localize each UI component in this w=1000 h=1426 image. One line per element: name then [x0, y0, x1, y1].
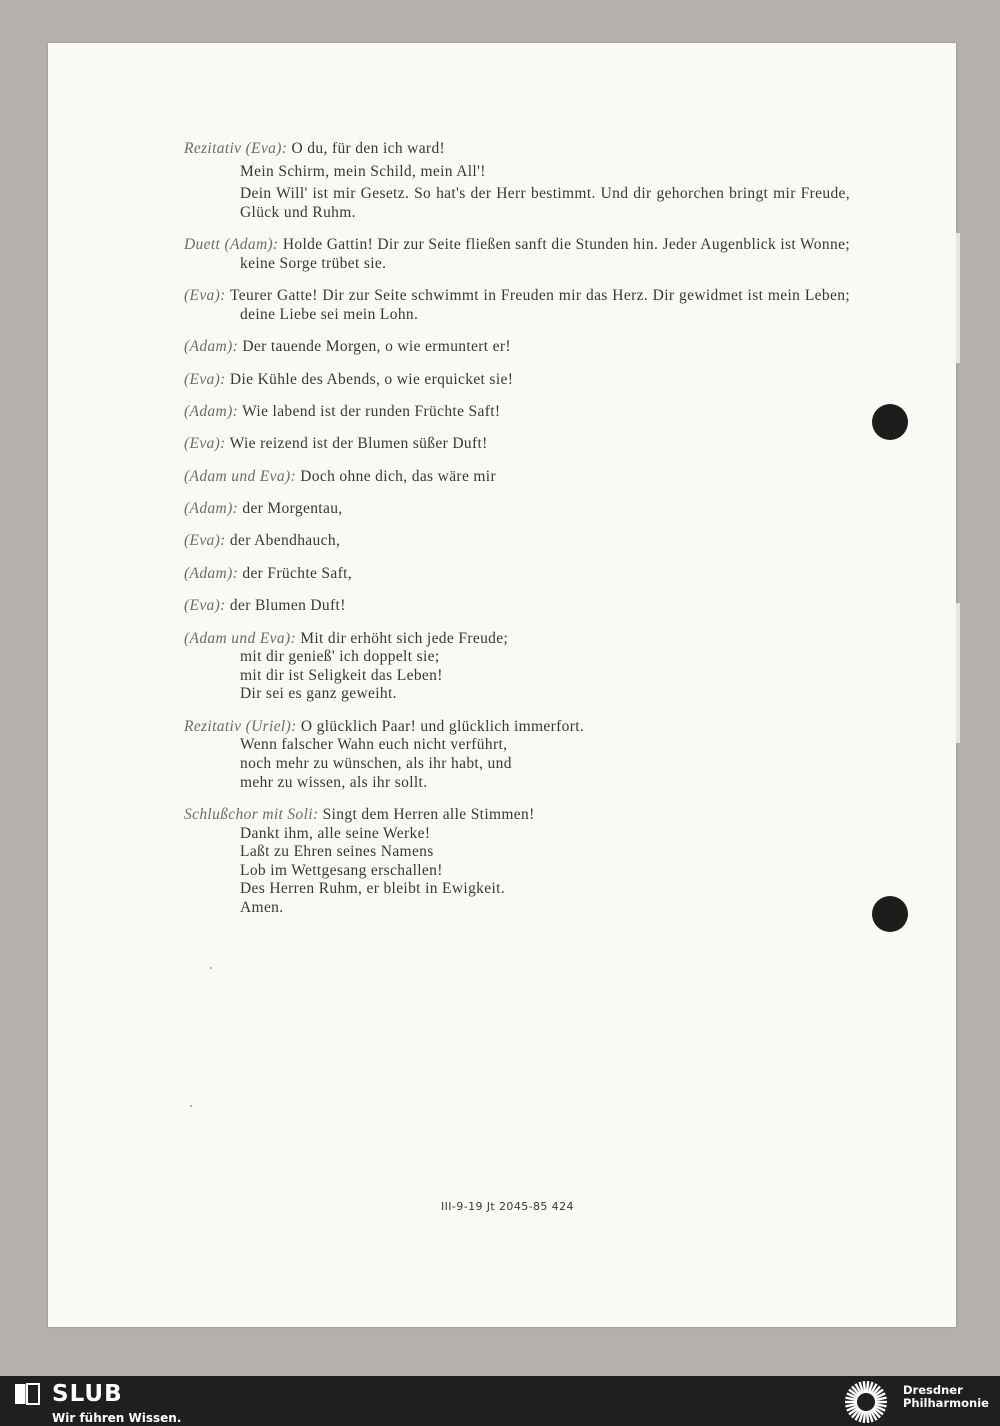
- libretto-line: [184, 629, 850, 649]
- libretto-line-text: Die Kühle des Abends, o wie erquicket sie!: [229, 370, 514, 388]
- speaker-label: Duett (Adam):: [184, 236, 279, 254]
- libretto-line: Des Herren Ruhm, er bleibt in Ewigkeit.: [240, 880, 506, 898]
- libretto-line: Dein Will' ist mir Gesetz. So hat's der Herr bestimmt. Und dir gehorchen bringt mir Freude, Glück und Ruhm.: [240, 185, 850, 221]
- libretto-line-text: Holde Gattin! Dir zur Seite fließen sanft die Stunden hin. Jeder Augenblick ist Wonne; keine Sorge trübet sie.: [240, 236, 850, 272]
- libretto-line-text: Der tauende Morgen, o wie ermuntert er!: [242, 338, 511, 356]
- speaker-label: (Eva):: [184, 435, 226, 453]
- libretto-line-text: Singt dem Herren alle Stimmen!: [322, 806, 535, 823]
- speaker-label: (Adam):: [184, 500, 239, 518]
- sunburst-ray: [867, 1411, 868, 1423]
- philharmonie-name: [903, 1384, 989, 1410]
- libretto-line: [184, 597, 850, 616]
- libretto-line-text: O glücklich Paar! und glücklich immerfort.: [300, 717, 585, 735]
- libretto-line-text: der Blumen Duft!: [229, 597, 346, 615]
- libretto-section: [184, 597, 850, 616]
- philharmonie-name-line2: Philharmonie: [903, 1396, 989, 1410]
- libretto-line: [184, 236, 850, 273]
- libretto-section: [184, 287, 850, 324]
- libretto-line: [184, 435, 850, 454]
- libretto-line: [184, 338, 850, 357]
- libretto-section: [184, 468, 850, 487]
- speaker-label: (Adam):: [184, 564, 239, 582]
- speaker-label: Rezitativ (Uriel):: [184, 717, 297, 735]
- libretto-line: mehr zu wissen, als ihr sollt.: [240, 773, 428, 791]
- libretto-line: [184, 287, 850, 324]
- libretto-line-text: der Abendhauch,: [229, 532, 341, 550]
- libretto-line: mit dir ist Seligkeit das Leben!: [240, 666, 443, 684]
- libretto-line-text: Teurer Gatte! Dir zur Seite schwimmt in Freuden mir das Herz. Dir gewidmet ist mein Leben; deine Liebe sei mein Lohn.: [230, 287, 850, 323]
- page-edge: [956, 603, 960, 743]
- punch-hole: [872, 404, 908, 440]
- speaker-label: Rezitativ (Eva):: [184, 140, 288, 157]
- sunburst-ray: [864, 1411, 865, 1423]
- libretto-section: [184, 338, 850, 357]
- speaker-label: (Adam und Eva):: [184, 629, 296, 647]
- libretto-line: Amen.: [240, 898, 284, 916]
- libretto-line: [184, 370, 850, 390]
- libretto-line-text: Wie labend ist der runden Früchte Saft!: [242, 402, 501, 420]
- libretto-line: [184, 500, 850, 519]
- libretto-section: [184, 565, 850, 584]
- libretto-line: Wenn falscher Wahn euch nicht verführt,: [240, 736, 508, 754]
- libretto-line-text: Mit dir erhöht sich jede Freude;: [300, 629, 509, 647]
- libretto-line: [184, 564, 850, 584]
- speaker-label: (Adam):: [184, 402, 239, 420]
- libretto-line-text: der Morgentau,: [242, 500, 343, 518]
- libretto-line-text: der Früchte Saft,: [242, 564, 353, 582]
- libretto-section: [184, 236, 850, 273]
- libretto-line: noch mehr zu wünschen, als ihr habt, und: [240, 755, 512, 773]
- libretto-section: [184, 630, 850, 704]
- speaker-label: (Adam und Eva):: [184, 467, 296, 485]
- libretto-section: [184, 140, 850, 222]
- libretto-text: [184, 140, 850, 931]
- libretto-section: [184, 371, 850, 390]
- paper-speck: [190, 1105, 192, 1107]
- libretto-line: Lob im Wettgesang erschallen!: [240, 861, 443, 879]
- sunburst-ray: [867, 1381, 868, 1393]
- speaker-label: (Eva):: [184, 370, 226, 388]
- speaker-label: (Eva):: [184, 597, 226, 615]
- libretto-line-text: O du, für den ich ward!: [291, 140, 446, 157]
- libretto-line: Dankt ihm, alle seine Werke!: [240, 824, 431, 842]
- speaker-label: Schlußchor mit Soli:: [184, 806, 319, 823]
- libretto-section: [184, 718, 850, 792]
- libretto-line: Dir sei es ganz geweiht.: [240, 685, 397, 703]
- libretto-line: [184, 532, 850, 551]
- sunburst-logo: [840, 1378, 892, 1426]
- sunburst-ray: [864, 1381, 865, 1393]
- footer-bar: [0, 1376, 1000, 1426]
- libretto-section: [184, 500, 850, 519]
- libretto-section: [184, 532, 850, 551]
- book-icon: [14, 1382, 40, 1406]
- libretto-section: [184, 403, 850, 422]
- speaker-label: (Adam):: [184, 338, 239, 356]
- libretto-line: Laßt zu Ehren seines Namens: [240, 843, 434, 861]
- page-edge: [956, 233, 960, 363]
- libretto-line-text: Doch ohne dich, das wäre mir: [300, 467, 496, 485]
- libretto-line-text: Wie reizend ist der Blumen süßer Duft!: [229, 435, 488, 453]
- punch-hole: [872, 896, 908, 932]
- libretto-line: [184, 806, 850, 825]
- speaker-label: (Eva):: [184, 532, 226, 550]
- libretto-line: mit dir genieß' ich doppelt sie;: [240, 648, 440, 666]
- libretto-line: [184, 140, 850, 159]
- libretto-section: [184, 806, 850, 918]
- libretto-line: [184, 467, 850, 487]
- slub-name: SLUB: [52, 1381, 123, 1407]
- speaker-label: (Eva):: [184, 287, 226, 305]
- philharmonie-name-line1: Dresdner: [903, 1383, 963, 1397]
- catalog-number: III-9-19 Jt 2045-85 424: [441, 1200, 574, 1213]
- slub-tagline: Wir führen Wissen.: [52, 1411, 182, 1425]
- libretto-section: [184, 435, 850, 454]
- libretto-line: Mein Schirm, mein Schild, mein All'!: [240, 162, 486, 180]
- libretto-line: [184, 717, 850, 737]
- paper-speck: [210, 967, 212, 969]
- libretto-line: [184, 402, 850, 422]
